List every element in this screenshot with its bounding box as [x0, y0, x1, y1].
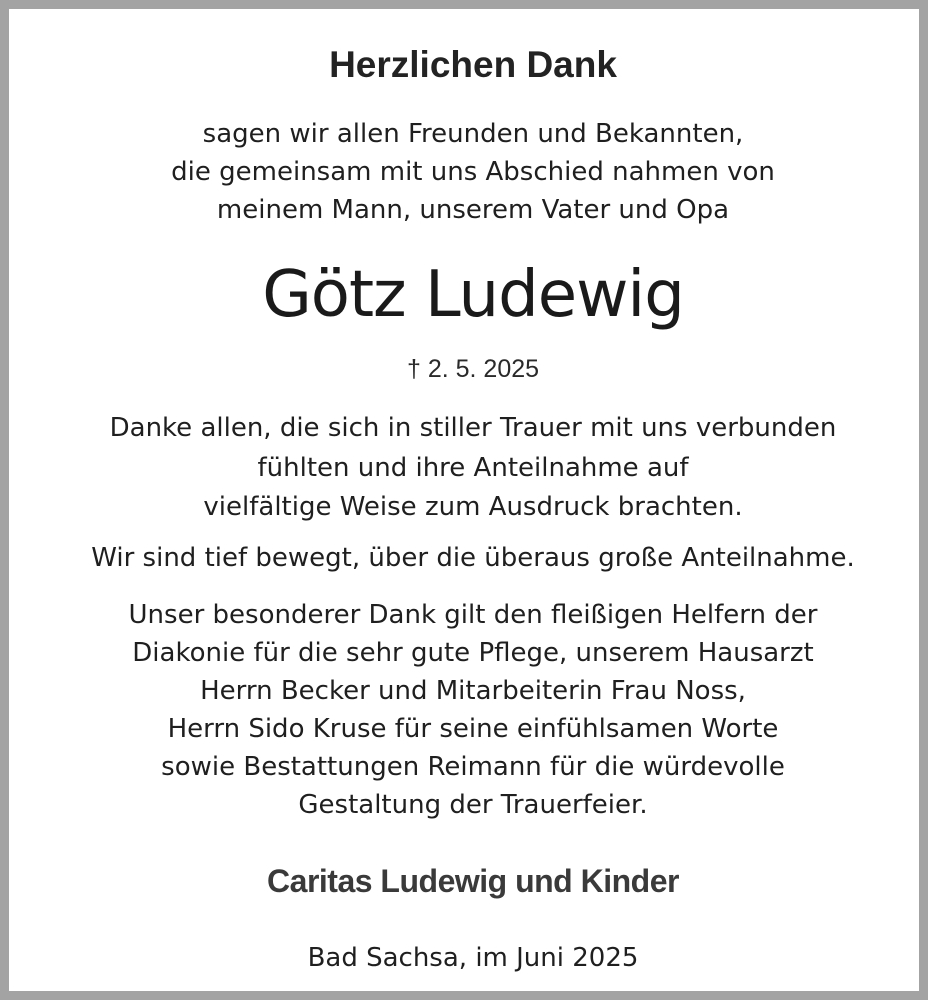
thanks-line-2: fühlten und ihre Anteilnahme auf — [257, 453, 689, 483]
heading: Herzlichen Dank — [329, 44, 617, 85]
special-thanks-line-5: sowie Bestattungen Reimann für die würdevolle — [161, 752, 785, 782]
special-thanks-line-1: Unser besonderer Dank gilt den fleißigen Helfern der — [128, 600, 818, 630]
special-thanks-line-4: Herrn Sido Kruse für seine einfühlsamen Worte — [167, 714, 779, 744]
death-date: † 2. 5. 2025 — [406, 355, 540, 383]
thanks-line-3: vielfältige Weise zum Ausdruck brachten. — [203, 492, 743, 522]
special-thanks-line-6: Gestaltung der Trauerfeier. — [298, 790, 648, 820]
special-thanks-line-3: Herrn Becker und Mitarbeiterin Frau Noss, — [200, 676, 746, 706]
intro-line-3: meinem Mann, unserem Vater und Opa — [216, 195, 730, 225]
special-thanks-line-2: Diakonie für die sehr gute Pflege, unserem Hausarzt — [132, 638, 814, 668]
thanks-line-1: Danke allen, die sich in stiller Trauer mit uns verbunden — [109, 413, 837, 443]
place-date: Bad Sachsa, im Juni 2025 — [307, 943, 639, 973]
moved-line: Wir sind tief bewegt, über die überaus große Anteilnahme. — [91, 543, 855, 573]
signature: Caritas Ludewig und Kinder — [267, 863, 679, 899]
deceased-name: Götz Ludewig — [262, 258, 684, 332]
intro-line-2: die gemeinsam mit uns Abschied nahmen von — [171, 157, 775, 187]
intro-line-1: sagen wir allen Freunden und Bekannten, — [202, 119, 744, 149]
